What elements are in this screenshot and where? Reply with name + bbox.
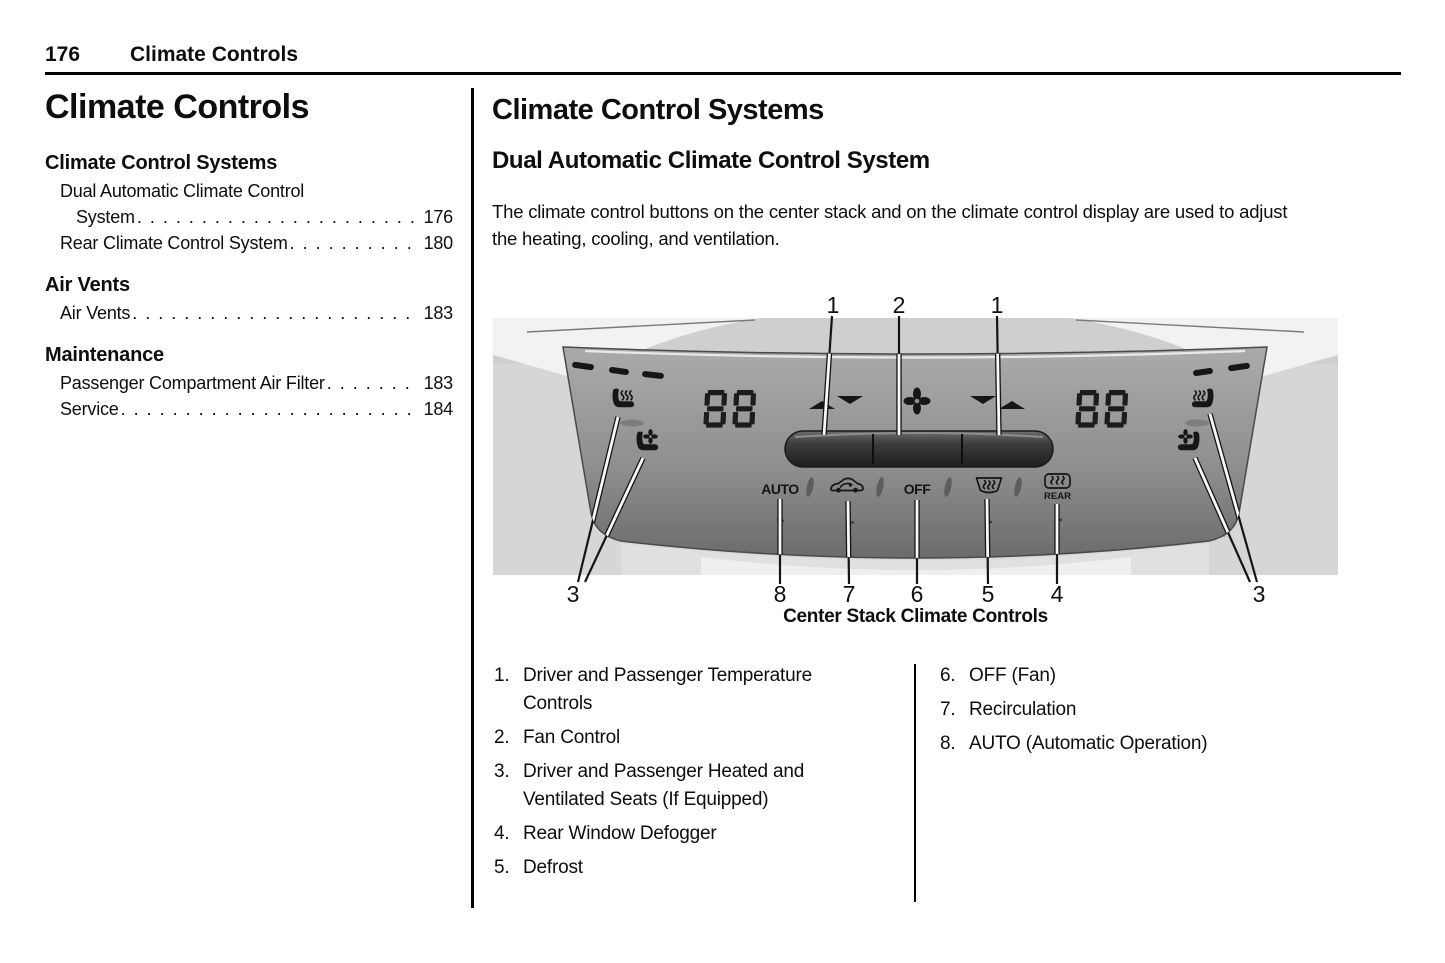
toc-entry-text: System [76,207,135,227]
toc-page-number: 183 [423,373,453,393]
figure-legend-right [940,662,1360,764]
chapter-title: Climate Controls [45,88,310,126]
legend-item-number: 7. [940,699,956,720]
callout-number: 7 [842,581,856,607]
toc-page-number: 176 [423,207,453,227]
dot-leader [121,396,419,422]
toc-entry: Dual Automatic Climate Control [60,181,305,201]
legend-item-number: 8. [940,733,956,754]
body-paragraph: The climate control buttons on the center stack and on the climate control display are used to adjust the heating, cooling, and ventilation. [492,201,1288,249]
toc-entry-text: Air Vents [60,303,131,323]
legend-item-number: 6. [940,665,956,686]
toc-entry [45,230,453,256]
toc-entry [45,300,453,326]
center-stack-climate-controls-diagram [493,285,1338,607]
callout-number: 1 [826,292,840,318]
table-of-contents [45,152,453,422]
rear-button-label: REAR [1044,491,1071,502]
callout-number: 8 [773,581,787,607]
callout-number: 2 [892,292,906,318]
legend-divider [914,664,916,902]
legend-item [940,730,1360,758]
running-header-page-number: 176 [45,43,81,66]
legend-item [494,820,894,848]
dot-leader [290,230,419,256]
legend-item [494,724,894,752]
driver-seat-indicator [620,420,644,427]
toc-section-heading: Air Vents [45,274,130,296]
dot-leader [137,204,419,230]
callout-number: 4 [1050,581,1064,607]
toc-page-number: 184 [423,399,453,419]
legend-item-number: 2. [494,727,510,748]
section-heading: Climate Control Systems [492,94,824,126]
figure-caption: Center Stack Climate Controls [783,606,1048,627]
toc-page-number: 183 [423,303,453,323]
toc-entry-text: Rear Climate Control System [60,233,288,253]
toc-entry [45,396,453,422]
toc-page-number: 180 [423,233,453,253]
legend-item [494,662,894,718]
temperature-fan-rocker-bar [785,431,1053,467]
header-rule [45,72,1401,75]
callout-number: 3 [1252,581,1266,607]
legend-item-text: Driver and Passenger Heated and Ventilated Seats (If Equipped) [523,761,805,810]
subsection-heading: Dual Automatic Climate Control System [492,147,930,174]
legend-item [940,662,1360,690]
legend-item-text: Rear Window Defogger [523,823,717,844]
callout-number: 3 [566,581,580,607]
legend-item-number: 4. [494,823,510,844]
passenger-seat-indicator [1185,420,1209,427]
legend-item-text: AUTO (Automatic Operation) [969,733,1208,754]
climate-controls-figure [493,285,1338,607]
legend-item-number: 5. [494,857,510,878]
toc-entry-text: Service [60,399,119,419]
callout-number: 1 [990,292,1004,318]
toc-section-heading: Maintenance [45,344,164,366]
legend-item-text: Recirculation [969,699,1077,720]
legend-item [494,854,894,882]
toc-entry-text: Passenger Compartment Air Filter [60,373,325,393]
auto-button-label: AUTO [761,481,799,497]
legend-item-text: Fan Control [523,727,621,748]
legend-item-text: Driver and Passenger Temperature Controls [523,665,812,714]
legend-item-number: 3. [494,761,510,782]
callout-number: 6 [910,581,924,607]
dot-leader [327,370,419,396]
legend-item-text: Defrost [523,857,583,878]
legend-item [940,696,1360,724]
dot-leader [132,300,418,326]
off-button-label: OFF [903,481,931,497]
toc-section-heading: Climate Control Systems [45,152,278,174]
toc-entry [45,370,453,396]
legend-item [494,758,894,814]
toc-entry [45,204,453,230]
column-divider [471,88,474,908]
callout-number: 5 [981,581,995,607]
legend-item-number: 1. [494,665,510,686]
legend-item-text: OFF (Fan) [969,665,1056,686]
figure-legend-left [494,662,894,888]
running-header-section: Climate Controls [130,43,299,66]
